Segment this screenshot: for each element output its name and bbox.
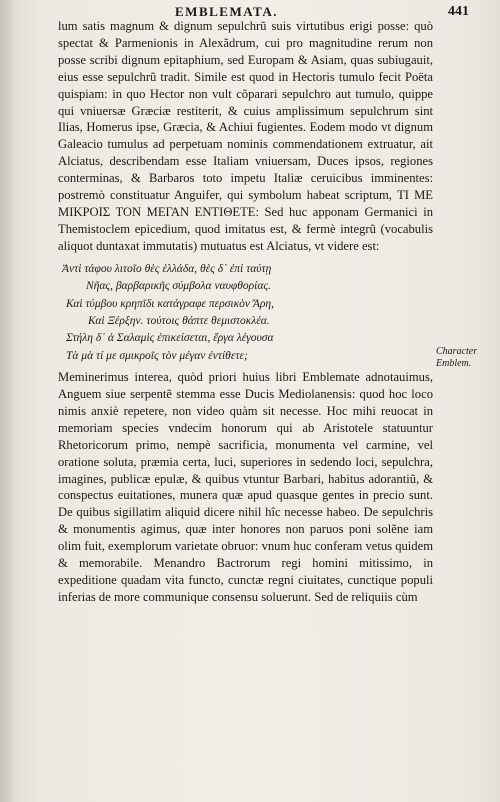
greek-line: Καὶ τύμβου κρηπῖδι κατάγραφε περσικὸν Ἄρη,: [66, 297, 274, 310]
paragraph-2: Meminerimus interea, quòd priori huius libri Emblemate adnotauimus, Anguem siue serpentẽ stemma esse Ducis Mediolanensis: quod hoc loco nimis anxiè repetere, non video quàm sit necesse. Hoc mihi reuocat in memoriam species vndecim honorum qui ab Aristotele statuuntur Rhetoricorum primo, nempè sacrificia, monumenta vel carmine, vel oratione soluta, præmia certa, luci, superiores in sedendo loci, sepulchra, imagines, publicæ epulæ, & quibus vtuntur Barbari, habitus adorantiũ, & conspectus euitationes, munera quæ apud quasque gentes in precio sunt. De quibus sigillatim aliquid dicere nihil hîc necesse habeo. De sepulchris & monumentis agimus, quæ inter honores non paruos poni solẽne iam olim fuit, exemplorum varietate obruor: vnum huc conferam vetus quidem & memorabile. Menandro Bactrorum regi homini mitissimo, in expeditione quadam vita functo, cunctæ regni ciuitates, cunctique populi inferias de more communique consensu soluerunt. Sed de reliquiis cùm: [58, 370, 433, 604]
greek-line: Στήλη δ᾽ ἁ Σαλαμὶς ἐπικείσεται, ἔργα λέγουσα: [66, 332, 274, 345]
running-head: EMBLEMATA.: [175, 4, 278, 19]
greek-line: Ἀντὶ τάφου λιτοῖο θὲς ἑλλάδα, θὲς δ᾽ ἐπὶ ταύτῃ: [62, 262, 272, 275]
greek-line: Νῆας, βαρβαρικῆς σύμβολα ναυφθορίας.: [86, 280, 271, 293]
body-text: [58, 18, 433, 606]
greek-line: Τὰ μὰ τί με σμικροῖς τὸν μέγαν ἐντίθετε;: [66, 349, 248, 362]
greek-epitaph: [58, 261, 433, 365]
greek-line: Καὶ Ξέρξην. τούτοις θάπτε θεμιστοκλέα.: [88, 314, 270, 327]
paragraph-1: lum satis magnum & dignum sepulchrũ suis virtutibus erigi posse: quò spectat & Parmenionis in Alexãdrum, cui pro magnitudine rerum non posse scribi dignum epitaphium, sed Europam & Asiam, quas subiugauit, eius esse sepulchrũ tradit. Simile est quod in Hectoris tumulo fecit Poëta quispiam: in quo Hector non vult cõparari sepulchro aut tumulo, quippe qui vniuersæ Græciæ restiterit, & cuius amplissimum sepulchrum sint Ilias, Homerus ipse, Græcia, & Achiui fugientes. Eodem modo vt dignum Galeacio tumulus ad perpetuam nominis commendationem extruatur, ait Alciatus, describendam esse Italiam vniuersam, Duces ipsos, regiones conterminas, & Barbaros toto impetu Italiæ ceruicibus imminentes: postremò constituatur Anguifer, qui symbolum habeat scriptum, ΤΙ ΜΕ ΜΙΚΡΟΙΣ ΤΟΝ ΜΕΓΑΝ ΕΝΤΙΘΕΤΕ: Sed huc apponam Germanici in Themistoclem epicedium, quod imitatus est, & fermè integrũ (vocabulis aliquot duntaxat immutatis) mutuatus est Alciatus, vt videre est:: [58, 19, 433, 253]
margin-note: Character Emblem.: [436, 346, 478, 369]
page-number: 441: [448, 4, 469, 19]
gutter-shadow: [0, 0, 18, 802]
